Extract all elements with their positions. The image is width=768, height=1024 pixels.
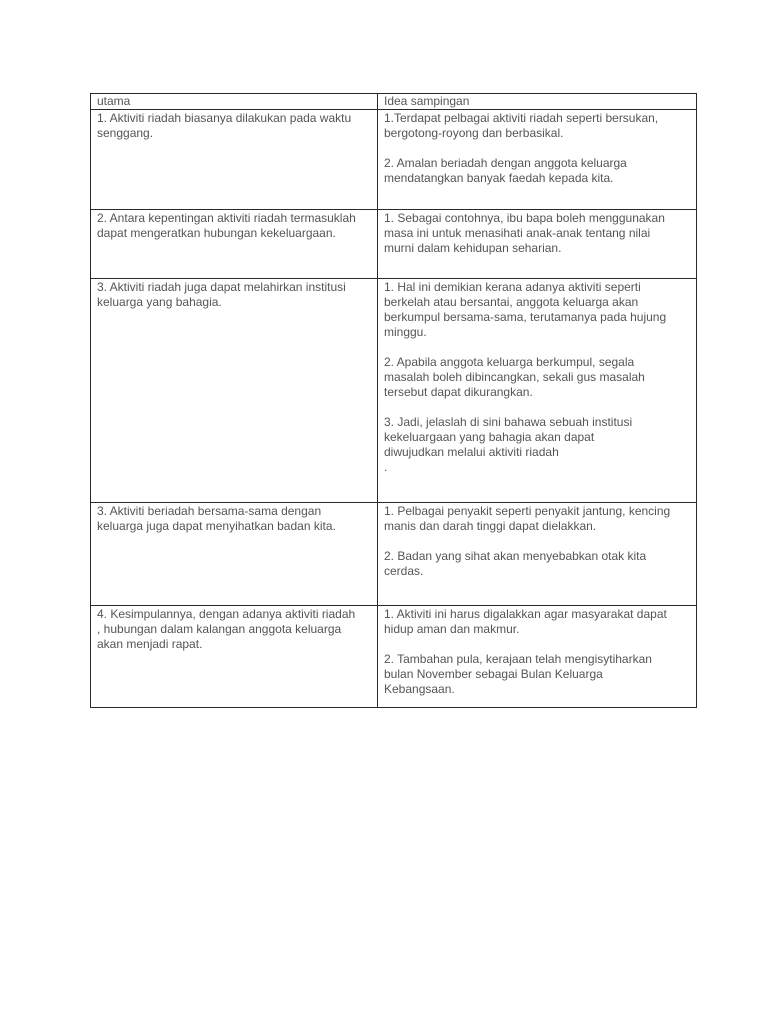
header-main-idea: utama xyxy=(91,94,378,110)
side-idea-point: 2. Amalan beriadah dengan anggota keluarga mendatangkan banyak faedah kepada kita. xyxy=(384,156,627,185)
main-idea-cell xyxy=(91,210,378,279)
side-idea-point: 1.Terdapat pelbagai aktiviti riadah seperti bersukan, bergotong-royong dan berbasikal. xyxy=(384,111,659,140)
main-idea-cell xyxy=(91,503,378,606)
main-idea-cell xyxy=(91,606,378,708)
side-idea-point: 2. Tambahan pula, kerajaan telah mengisytiharkan bulan November sebagai Bulan Keluarga Kebangsaan. xyxy=(384,652,652,696)
header-side-idea: Idea sampingan xyxy=(378,94,697,110)
side-idea-cell xyxy=(378,503,697,606)
table-header-row xyxy=(91,94,697,110)
side-idea-point: 2. Apabila anggota keluarga berkumpul, segala masalah boleh dibincangkan, sekali gus masalah tersebut dapat dikurangkan. xyxy=(384,355,645,399)
table-row xyxy=(91,279,697,503)
table-row xyxy=(91,110,697,210)
table-row xyxy=(91,210,697,279)
side-idea-point: 1. Pelbagai penyakit seperti penyakit jantung, kencing manis dan darah tinggi dapat dielakkan. xyxy=(384,504,671,533)
side-idea-point: 1. Hal ini demikian kerana adanya aktiviti seperti berkelah atau bersantai, anggota keluarga akan berkumpul bersama-sama, terutamanya pada hujung minggu. xyxy=(384,280,667,339)
side-idea-cell xyxy=(378,606,697,708)
side-idea-point: 1. Aktiviti ini harus digalakkan agar masyarakat dapat hidup aman dan makmur. xyxy=(384,607,667,636)
idea-table xyxy=(90,93,697,708)
table-row xyxy=(91,503,697,606)
main-idea-text: 2. Antara kepentingan aktiviti riadah termasuklah dapat mengeratkan hubungan kekeluargaan. xyxy=(97,211,356,240)
side-idea-cell xyxy=(378,110,697,210)
main-idea-text: 1. Aktiviti riadah biasanya dilakukan pada waktu senggang. xyxy=(97,111,352,140)
side-idea-point: 2. Badan yang sihat akan menyebabkan otak kita cerdas. xyxy=(384,549,647,578)
side-idea-cell xyxy=(378,210,697,279)
side-idea-point: 1. Sebagai contohnya, ibu bapa boleh menggunakan masa ini untuk menasihati anak-anak tentang nilai murni dalam kehidupan seharian. xyxy=(384,211,665,255)
side-idea-cell xyxy=(378,279,697,503)
table-row xyxy=(91,606,697,708)
main-idea-text: 3. Aktiviti riadah juga dapat melahirkan institusi keluarga yang bahagia. xyxy=(97,280,346,309)
main-idea-text: 3. Aktiviti beriadah bersama-sama dengan keluarga juga dapat menyihatkan badan kita. xyxy=(97,504,336,533)
side-idea-point: 3. Jadi, jelaslah di sini bahawa sebuah institusi kekeluargaan yang bahagia akan dapat diwujudkan melalui aktiviti riadah . xyxy=(384,415,633,474)
main-idea-cell xyxy=(91,110,378,210)
main-idea-text: 4. Kesimpulannya, dengan adanya aktiviti riadah , hubungan dalam kalangan anggota keluarga akan menjadi rapat. xyxy=(97,607,356,651)
main-idea-cell xyxy=(91,279,378,503)
